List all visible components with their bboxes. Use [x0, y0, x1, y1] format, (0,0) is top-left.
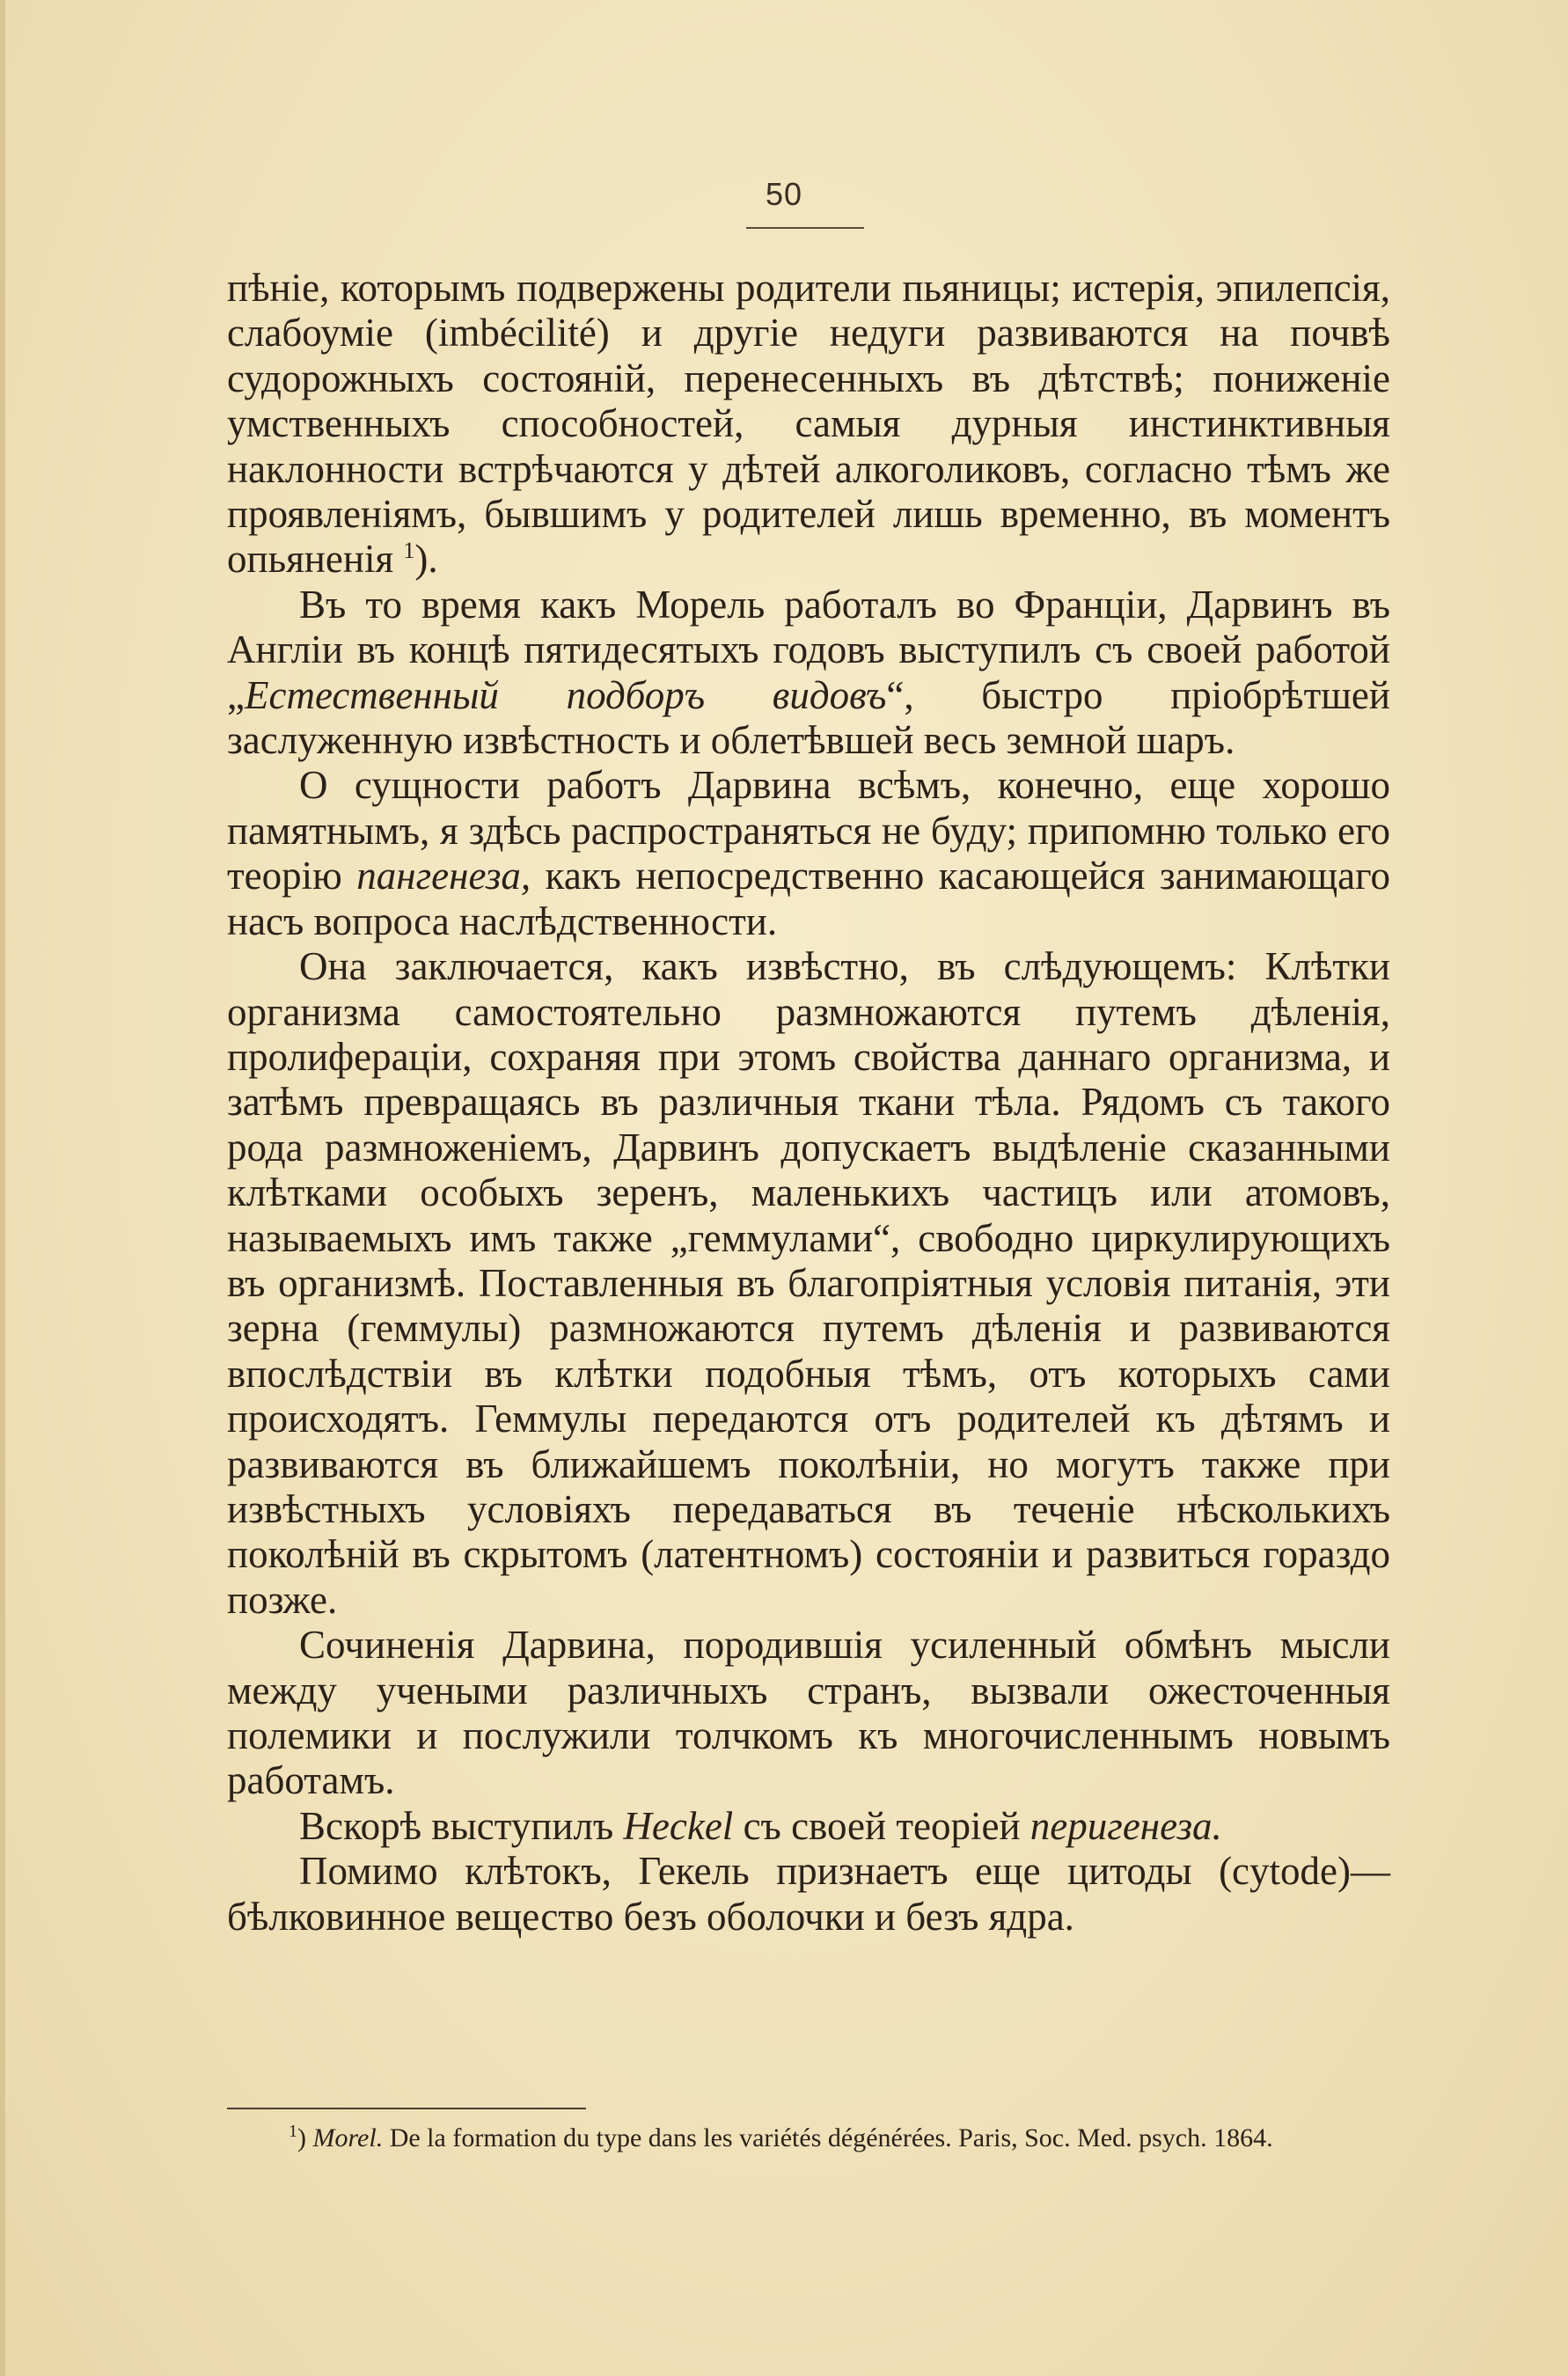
body-text	[227, 266, 1390, 1940]
text-run: Вскорѣ выступилъ	[299, 1803, 624, 1848]
footnote-author: Morel.	[312, 2123, 384, 2152]
text-run: О сущности работъ Дарвина всѣмъ, конечно, еще хорошо памятнымъ, я здѣсь распространяться не буду; припомню только его теорію	[227, 763, 1390, 898]
text-run: “, быстро пріобрѣтшей заслуженную извѣстность и облетѣвшей весь земной шаръ.	[227, 672, 1390, 763]
text-run: Сочиненія Дарвина, породившія усиленный обмѣнъ мысли между учеными различныхъ странъ, вызвали ожесточенныя полемики и послужили толчкомъ къ многочисленнымъ новымъ работамъ.	[227, 1623, 1390, 1803]
italic-text: Heckel	[623, 1803, 734, 1848]
footnote-paragraph	[227, 2123, 1390, 2154]
text-run: пѣніе, которымъ подвержены родители пьяницы; истерія, эпилепсія, слабоуміе (imbécilité) и другіе недуги развиваются на почвѣ судорожныхъ состояній, перенесенныхъ въ дѣтствѣ; пониженіе умственныхъ способностей, самыя дурныя инстинктивныя наклонности встрѣчаются у дѣтей алкоголиковъ, согласно тѣмъ же проявленіямъ, бывшимъ у родителей лишь временно, въ моментъ опьяненія	[227, 266, 1390, 582]
text-run: Она заключается, какъ извѣстно, въ слѣдующемъ: Клѣтки организма самостоятельно размножаются путемъ дѣленія, пролифераціи, сохраняя при этомъ свойства даннаго организма, и затѣмъ превращаясь въ различныя ткани тѣла. Рядомъ съ такого рода размноженіемъ, Дарвинъ допускаетъ выдѣленіе сказанными клѣтками особыхъ зеренъ, маленькихъ частицъ или атомовъ, называемыхъ имъ также „геммулами“, свободно циркулирующихъ въ организмѣ. Поставленныя въ благопріятныя условія питанія, эти зерна (геммулы) размножаются путемъ дѣленія и развиваются впослѣдствіи въ клѣтки подобныя тѣмъ, отъ которыхъ сами происходятъ. Геммулы передаются отъ родителей къ дѣтямъ и развиваются въ ближайшемъ поколѣніи, но могутъ также при извѣстныхъ условіяхъ передаваться въ теченіе нѣсколькихъ поколѣній въ скрытомъ (латентномъ) состояніи и развиться гораздо позже.	[227, 944, 1390, 1622]
paragraph-7	[227, 1849, 1390, 1940]
footnote-marker: 1	[289, 2122, 297, 2141]
footnote-ref: 1	[403, 538, 415, 564]
text-run: Помимо клѣтокъ, Гекель признаетъ еще цитоды (cytode)—бѣлковинное вещество безъ оболочки и безъ ядра.	[227, 1849, 1390, 1939]
text-run: съ своей теоріей	[733, 1803, 1030, 1848]
paragraph-5	[227, 1623, 1390, 1804]
footnote-rule	[227, 2108, 586, 2109]
paragraph-4	[227, 944, 1390, 1623]
page-edge	[0, 0, 5, 2376]
paragraph-1	[227, 266, 1390, 583]
footnote-bracket: )	[297, 2123, 306, 2152]
italic-text: Естественный подборъ видовъ	[244, 672, 887, 717]
text-run: Въ то время какъ Морель работалъ во Франціи, Дарвинъ въ Англіи въ концѣ пятидесятыхъ годовъ выступилъ съ своей работой „	[227, 582, 1390, 717]
text-run: ).	[414, 537, 438, 582]
text-run: какъ непосредственно касающейся занимающаго насъ вопроса наслѣдственности.	[227, 854, 1390, 943]
italic-text: пангенеза,	[356, 854, 531, 898]
paragraph-3	[227, 763, 1390, 944]
footnote	[227, 2123, 1390, 2154]
italic-text: перигенеза.	[1029, 1803, 1222, 1848]
header-rule	[746, 227, 864, 229]
footnote-text: De la formation du type dans les variétés dégénérées. Paris, Soc. Med. psych. 1864.	[383, 2123, 1273, 2152]
page-number: 50	[765, 176, 803, 212]
paragraph-6	[227, 1804, 1390, 1849]
paragraph-2	[227, 583, 1390, 764]
